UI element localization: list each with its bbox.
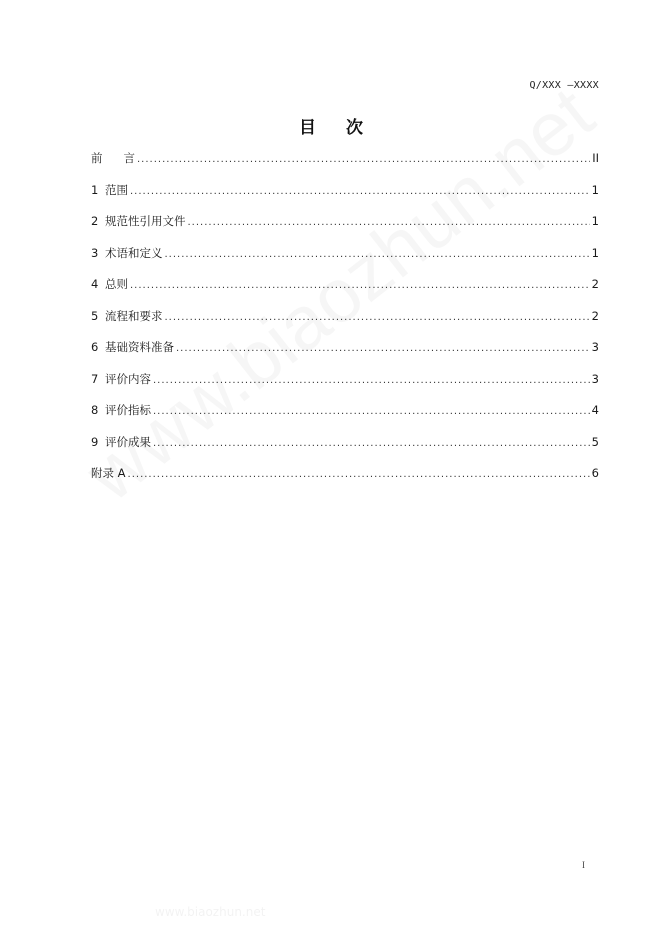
toc-entry-label[interactable]: 评价指标	[105, 403, 151, 417]
toc-leader-dots	[165, 312, 590, 323]
toc-entry-number: 4	[91, 277, 99, 291]
toc-entry-process[interactable]	[91, 308, 599, 340]
toc-entry-page: 1	[591, 214, 599, 228]
toc-entry-evaluation-content[interactable]	[91, 371, 599, 403]
toc-leader-dots	[153, 375, 590, 386]
toc-leader-dots	[153, 438, 590, 449]
toc-entry-number: 6	[91, 340, 99, 354]
toc-entry-page: 4	[591, 403, 599, 417]
toc-entry-page: 3	[591, 371, 599, 386]
toc-entry-page: 2	[591, 277, 599, 291]
toc-entry-label[interactable]: 前言	[91, 151, 156, 165]
toc-entry-number: 2	[91, 214, 99, 228]
table-of-contents	[91, 150, 599, 497]
toc-entry-basic-data[interactable]	[91, 339, 599, 371]
toc-entry-number: 8	[91, 403, 99, 417]
toc-entry-appendix-a[interactable]	[91, 465, 599, 497]
toc-entry-label[interactable]: 评价内容	[105, 371, 151, 386]
toc-entry-label[interactable]: 评价成果	[105, 434, 151, 449]
footer-watermark: www.biaozhun.net	[155, 905, 266, 919]
toc-entry-evaluation-results[interactable]	[91, 434, 599, 466]
toc-entry-page: 2	[591, 308, 599, 323]
toc-entry-general[interactable]	[91, 276, 599, 308]
toc-entry-label[interactable]: 流程和要求	[105, 308, 163, 323]
toc-title-char: 目	[299, 118, 316, 138]
toc-entry-terms[interactable]	[91, 245, 599, 277]
toc-entry-page: 3	[591, 340, 599, 354]
toc-entry-scope[interactable]	[91, 182, 599, 214]
toc-entry-number: 9	[91, 434, 99, 449]
toc-entry-page: 1	[591, 245, 599, 260]
toc-leader-dots	[176, 343, 590, 354]
toc-leader-dots	[165, 249, 590, 260]
toc-entry-label[interactable]: 总则	[105, 277, 128, 291]
toc-entry-preface[interactable]	[91, 150, 599, 182]
toc-entry-label[interactable]: 规范性引用文件	[105, 214, 186, 228]
toc-entry-label[interactable]: 术语和定义	[105, 245, 163, 260]
toc-entry-number: 7	[91, 371, 99, 386]
toc-title	[0, 113, 662, 138]
toc-title-char: 次	[346, 118, 363, 138]
toc-leader-dots	[188, 217, 590, 228]
toc-entry-evaluation-indicators[interactable]	[91, 402, 599, 434]
toc-entry-label[interactable]: 范围	[105, 182, 128, 197]
toc-entry-label[interactable]: 附录 A	[91, 466, 126, 480]
toc-entry-label[interactable]: 基础资料准备	[105, 340, 174, 354]
standard-code: Q/XXX —XXXX	[529, 80, 599, 91]
toc-entry-number: 1	[91, 182, 99, 197]
toc-entry-page: II	[592, 151, 599, 165]
toc-entry-number: 3	[91, 245, 99, 260]
toc-entry-page: 1	[591, 182, 599, 197]
toc-leader-dots	[137, 154, 590, 165]
toc-entry-number: 5	[91, 308, 99, 323]
toc-leader-dots	[128, 469, 590, 480]
toc-leader-dots	[153, 406, 590, 417]
toc-leader-dots	[130, 280, 590, 291]
toc-entry-normative-references[interactable]	[91, 213, 599, 245]
toc-leader-dots	[130, 186, 590, 197]
toc-entry-page: 5	[591, 434, 599, 449]
page-number: I	[582, 860, 585, 870]
toc-entry-page: 6	[591, 466, 599, 480]
